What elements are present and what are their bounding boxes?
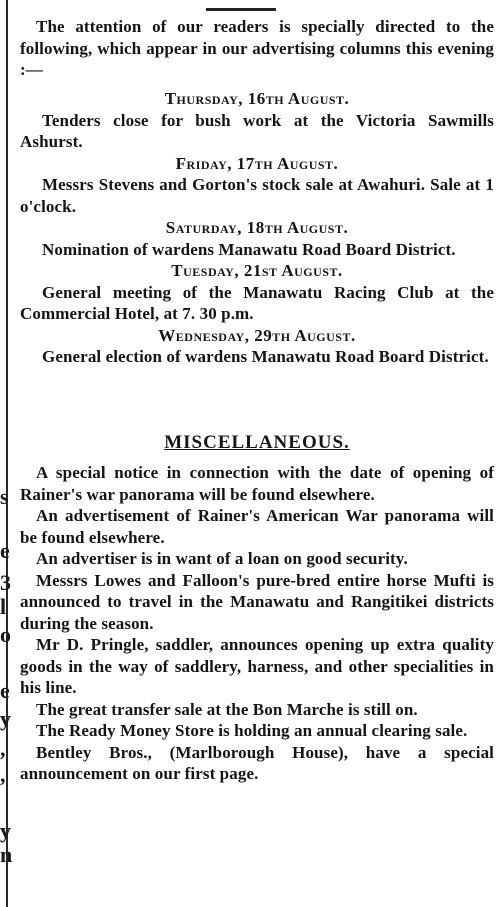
intro-paragraph: The attention of our readers is specially directed to the following, which appear in our advertising columns this evening :— bbox=[20, 17, 494, 79]
adjacent-column-fragments bbox=[0, 0, 13, 907]
gutter-mark: y bbox=[0, 706, 11, 731]
gutter-mark: o bbox=[0, 622, 11, 647]
gutter-mark: 3 bbox=[0, 570, 11, 595]
gutter-mark: n bbox=[0, 842, 13, 867]
schedule-date: Friday, 17th August. bbox=[175, 153, 339, 173]
miscellaneous-notices bbox=[20, 462, 494, 785]
gutter-mark: , bbox=[0, 762, 6, 787]
gutter-mark: e bbox=[0, 538, 10, 563]
news-column bbox=[20, 0, 494, 907]
gutter-mark: , bbox=[0, 736, 6, 761]
schedule-item: General meeting of the Manawatu Racing Club at the Commercial Hotel, at 7. 30 p.m. bbox=[20, 282, 494, 323]
gutter-mark: l bbox=[0, 594, 7, 619]
notice-paragraph: A special notice in connection with the date of opening of Rainer's war panorama will be found elsewhere. bbox=[20, 463, 494, 504]
gutter-mark: s bbox=[0, 484, 9, 509]
gutter-mark: e bbox=[0, 678, 10, 703]
schedule-item: Messrs Stevens and Gorton's stock sale at Awahuri. Sale at 1 o'clock. bbox=[20, 175, 494, 216]
schedule-date: Saturday, 18th August. bbox=[165, 218, 349, 237]
notice-paragraph: Messrs Lowes and Falloon's pure-bred entire horse Mufti is announced to travel in the Manawatu and Rangitikei districts during the season. bbox=[20, 570, 494, 633]
schedule-item: Tenders close for bush work at the Victoria Sawmills Ashurst. bbox=[20, 110, 494, 151]
section-title: MISCELLANEOUS. bbox=[164, 432, 350, 453]
schedule-item: Nomination of wardens Manawatu Road Board District. bbox=[42, 239, 456, 259]
notice-paragraph: Bentley Bros., (Marlborough House), have a special announcement on our first page. bbox=[20, 742, 494, 783]
schedule-date: Wednesday, 29th August. bbox=[158, 325, 356, 345]
section-divider bbox=[206, 8, 276, 11]
notice-paragraph: The Ready Money Store is holding an annual clearing sale. bbox=[36, 721, 468, 740]
notice-paragraph: The great transfer sale at the Bon Marche is still on. bbox=[36, 699, 418, 719]
advertising-schedule bbox=[20, 88, 494, 368]
notice-paragraph: An advertisement of Rainer's American War panorama will be found elsewhere. bbox=[20, 506, 494, 547]
schedule-date: Tuesday, 21st August. bbox=[171, 261, 343, 280]
gutter-mark: y bbox=[0, 818, 11, 843]
schedule-item: General election of wardens Manawatu Road Board District. bbox=[42, 347, 489, 366]
notice-paragraph: An advertiser is in want of a loan on good security. bbox=[36, 549, 408, 568]
notice-paragraph: Mr D. Pringle, saddler, announces opening up extra quality goods in the way of saddlery, harness, and other specialities in his line. bbox=[20, 635, 494, 697]
schedule-date: Thursday, 16th August. bbox=[164, 89, 350, 108]
